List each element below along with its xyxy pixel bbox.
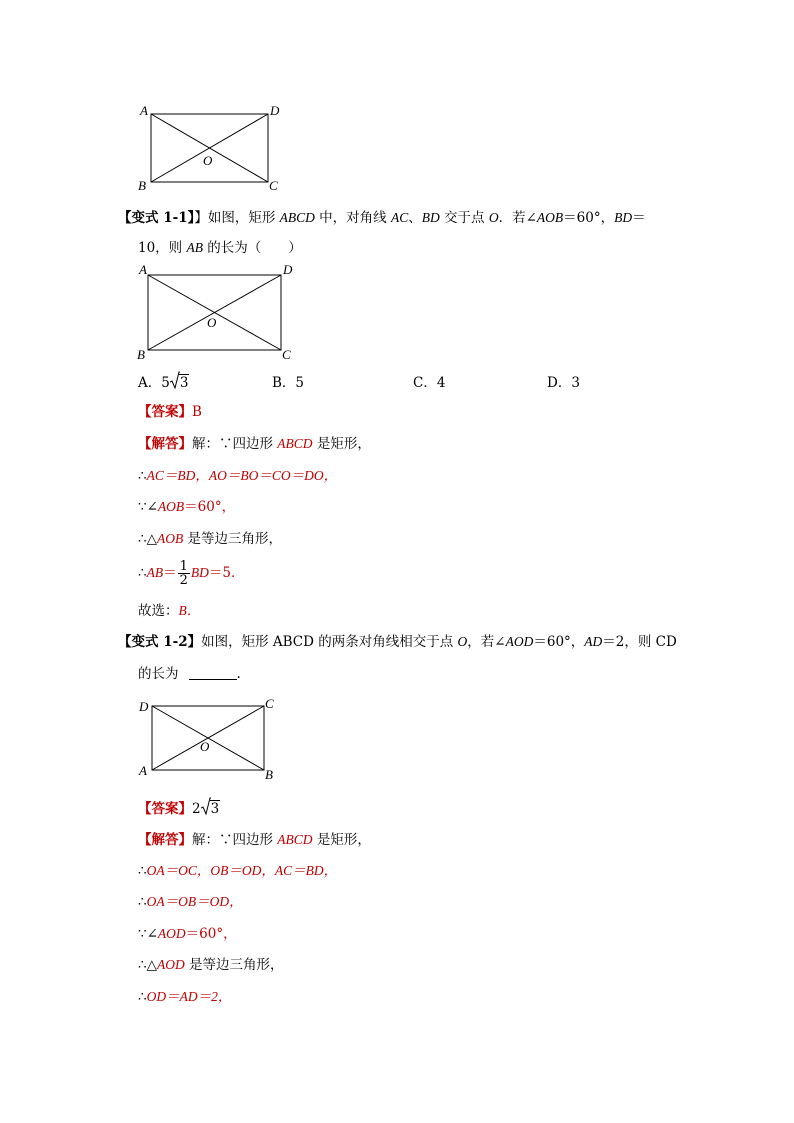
option-c: C．4 bbox=[413, 375, 446, 391]
solution-1-2-line-3: ∴OA＝OB＝OD， bbox=[138, 894, 243, 910]
figure-rectangle-1-2 bbox=[136, 696, 296, 786]
radical-sign-icon bbox=[170, 371, 180, 389]
solution-1-1-line-1: 【解答】解：∵四边形 ABCD 是矩形， bbox=[138, 436, 371, 452]
answer-blank[interactable] bbox=[189, 665, 237, 680]
rectangle-diagram bbox=[136, 696, 296, 786]
label-a: A bbox=[139, 763, 147, 778]
solution-1-2-line-6: ∴OD＝AD＝2， bbox=[138, 989, 232, 1005]
label-b: B bbox=[265, 767, 273, 782]
question-1-1-line-1: 【变式 1-1】】如图，矩形 ABCD 中，对角线 AC、BD 交于点 O．若∠AOB＝60°，BD＝ bbox=[118, 210, 646, 226]
solution-1-1-line-4: ∴△AOB 是等边三角形， bbox=[138, 531, 283, 547]
sqrt-expression: 3 bbox=[201, 799, 221, 819]
label-d: D bbox=[283, 262, 293, 277]
variant-tag: 【变式 1-2】 bbox=[118, 634, 202, 650]
question-1-2-line-1: 【变式 1-2】如图，矩形 ABCD 的两条对角线相交于点 O，若∠AOD＝60°，AD＝2，则 CD bbox=[118, 634, 677, 650]
option-a: A．5 3 bbox=[138, 373, 189, 393]
option-b: B．5 bbox=[272, 375, 305, 391]
label-o: O bbox=[203, 153, 213, 168]
label-d: D bbox=[270, 103, 280, 118]
figure-rectangle-top bbox=[136, 100, 296, 192]
label-o: O bbox=[200, 739, 210, 754]
label-d: D bbox=[139, 699, 149, 714]
question-1-1-line-2: 10，则 AB 的长为（ ） bbox=[138, 240, 302, 256]
solution-1-2-line-5: ∴△AOD 是等边三角形， bbox=[138, 957, 284, 973]
radical-sign-icon bbox=[201, 797, 211, 815]
label-a: A bbox=[140, 103, 148, 118]
label-c: C bbox=[265, 696, 274, 711]
solution-1-2-line-2: ∴OA＝OC，OB＝OD，AC＝BD， bbox=[138, 863, 338, 879]
label-c: C bbox=[269, 178, 278, 193]
rectangle-diagram bbox=[136, 100, 296, 192]
solution-1-2-line-4: ∵∠AOD＝60°， bbox=[138, 926, 237, 942]
answer-1-2: 【答案】2 3 bbox=[138, 799, 220, 819]
label-a: A bbox=[139, 262, 147, 277]
variant-tag: 【变式 1-1】 bbox=[118, 210, 195, 226]
label-c: C bbox=[282, 347, 291, 362]
label-o: O bbox=[207, 315, 217, 330]
fraction-one-half: $\frac{1}{2}$ bbox=[179, 559, 188, 588]
rectangle-diagram bbox=[136, 262, 296, 362]
solution-1-1-line-5: ∴AB＝ $\frac{1}{2}$ BD＝5． bbox=[138, 559, 245, 588]
figure-rectangle-1-1 bbox=[136, 262, 296, 362]
label-b: B bbox=[138, 178, 146, 193]
label-b: B bbox=[137, 347, 145, 362]
solution-1-1-line-6: 故选：B． bbox=[138, 603, 201, 619]
question-1-2-line-2: 的长为 . bbox=[138, 666, 241, 682]
solution-1-2-line-1: 【解答】解：∵四边形 ABCD 是矩形， bbox=[138, 832, 371, 848]
solution-1-1-line-2: ∴AC＝BD，AO＝BO＝CO＝DO， bbox=[138, 468, 338, 484]
solution-1-1-line-3: ∵∠AOB＝60°， bbox=[138, 499, 236, 515]
answer-1-1: 【答案】B bbox=[138, 404, 202, 420]
option-d: D．3 bbox=[547, 375, 580, 391]
sqrt-expression: 3 bbox=[170, 373, 190, 393]
